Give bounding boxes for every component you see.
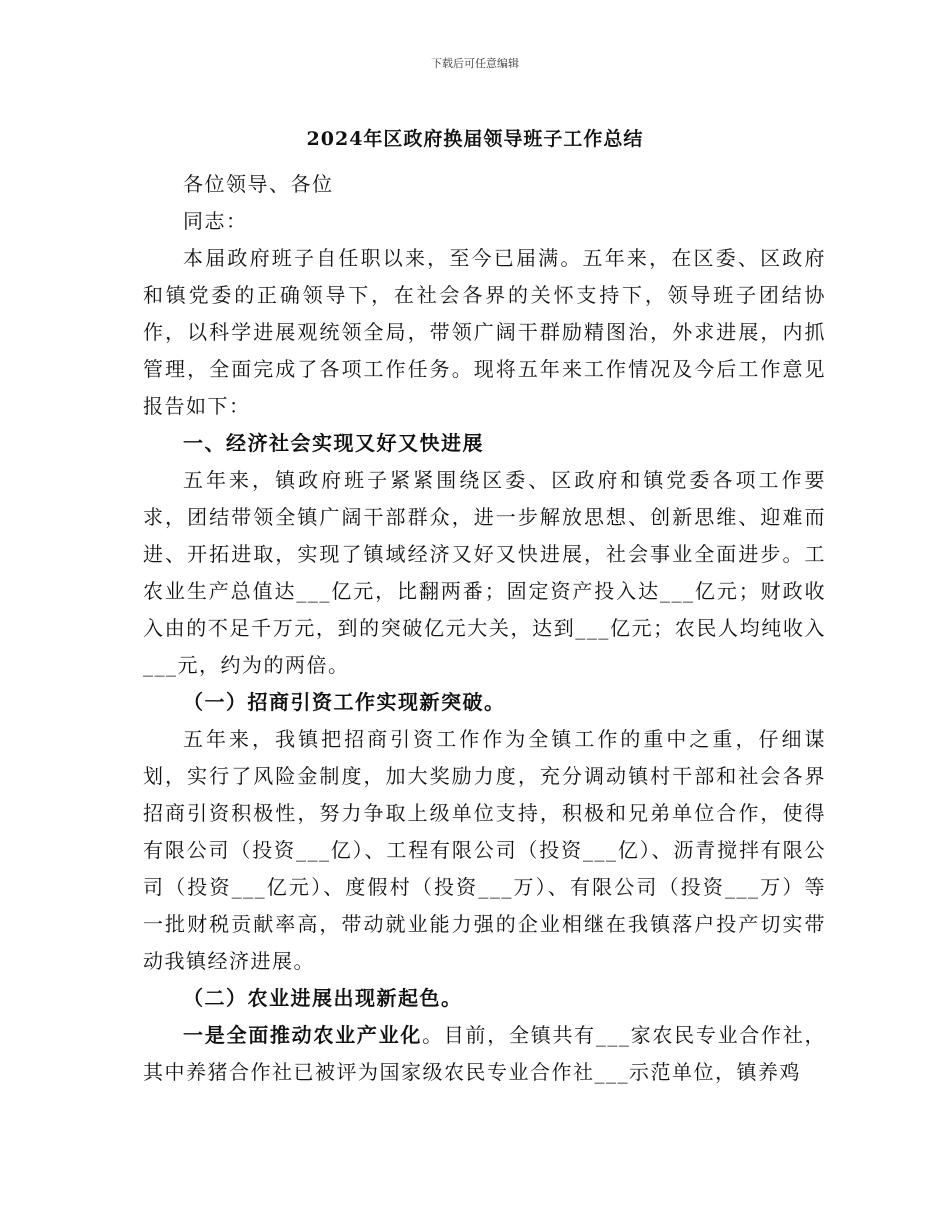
- document-title: 2024年区政府换届领导班子工作总结: [306, 128, 644, 150]
- economy-paragraph: 五年来，镇政府班子紧紧围绕区委、区政府和镇党委各项工作要求，团结带领全镇广阔干部群众，进一步解放思想、创新思维、迎难而进、开拓进取，实现了镇域经济又好又快进展，社会事业全面进步。工农业生产总值达___亿元，比翻两番；固定资产投入达___亿元；财政收入由的不足千万元，到的突破亿元大关，达到___亿元；农民人均纯收入___元，约为的两倍。: [143, 468, 826, 677]
- document-body: [143, 166, 826, 1091]
- salutation-line-1: 各位领导、各位: [183, 172, 334, 196]
- investment-paragraph: 五年来，我镇把招商引资工作作为全镇工作的重中之重，仔细谋划，实行了风险金制度，加大奖励力度，充分调动镇村干部和社会各界招商引资积极性，努力争取上级单位支持，积极和兄弟单位合作，使得有限公司（投资___亿）、工程有限公司（投资___亿）、沥青搅拌有限公司（投资___亿元）、度假村（投资___万）、有限公司（投资___万）等一批财税贡献率高，带动就业能力强的企业相继在我镇落户投产切实带动我镇经济进展。: [143, 727, 826, 973]
- subsection-heading-investment: （一）招商引资工作实现新突破。: [183, 690, 506, 714]
- agriculture-text: 。目前，全镇共有___家农民专业合作社，其中养猪合作社已被评为国家级农民专业合作社___示范单位，镇养鸡: [143, 1023, 827, 1084]
- section-heading-1: 一、经济社会实现又好又快进展: [183, 431, 484, 455]
- agriculture-paragraph: [143, 1017, 826, 1091]
- intro-paragraph: 本届政府班子自任职以来，至今已届满。五年来，在区委、区政府和镇党委的正确领导下，在社会各界的关怀支持下，领导班子团结协作，以科学进展观统领全局，带领广阔干群励精图治，外求进展，内抓管理，全面完成了各项工作任务。现将五年来工作情况及今后工作意见报告如下：: [143, 246, 826, 418]
- subsection-heading-agriculture: （二）农业进展出现新起色。: [183, 986, 463, 1010]
- agriculture-lead-bold: 一是全面推动农业产业化: [183, 1023, 423, 1047]
- page-header-note: 下载后可任意编辑: [431, 57, 519, 70]
- salutation-line-2: 同志：: [183, 209, 248, 233]
